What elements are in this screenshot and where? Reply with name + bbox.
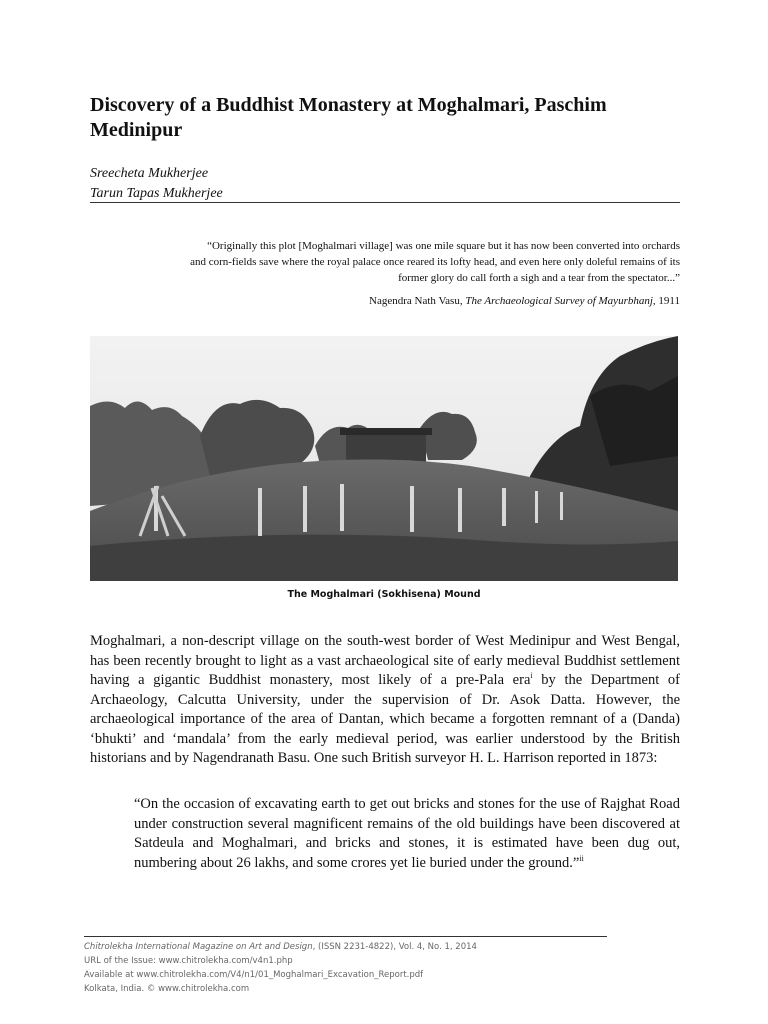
mound-photograph [90,336,678,581]
issue-url[interactable]: URL of the Issue: www.chitrolekha.com/v4n1.php [84,956,293,966]
epigraph-year: , 1911 [652,295,680,307]
epigraph-author: Nagendra Nath Vasu, [369,295,466,307]
page-footer [84,940,684,996]
magazine-name: Chitrolekha International Magazine on Art and Design [84,942,313,952]
paragraph-text: Moghalmari, a non-descript village on the south-west border of West Medinipur and West Bengal, has been recently brought to light as a vast archaeological site of early medieval Buddhist settlement having a gigantic Buddhist monastery, most likely of a pre-Pala era [90,633,680,688]
epigraph-work: The Archaeological Survey of Mayurbhanj [465,295,653,307]
paragraph-text: by the Department of Archaeology, Calcutta University, under the supervision of Dr. Asok Datta. However, the archaeological importance of the area of Dantan, which became a forgotten remnant of a (Danda) ‘bhukti’ and ‘mandala’ from the early medieval period, was earlier understood by the British historians and by Nagendranath Basu. One such British surveyor H. L. Harrison reported in 1873: [90,672,680,766]
figure-caption: The Moghalmari (Sokhisena) Mound [287,589,481,600]
block-quote [134,795,680,873]
epigraph [190,238,680,309]
pdf-url[interactable]: Available at www.chitrolekha.com/V4/n1/01_Moghalmari_Excavation_Report.pdf [84,970,424,980]
article-title: Discovery of a Buddhist Monastery at Moghalmari, Paschim Medinipur [90,94,607,141]
author-list [90,164,680,204]
footer-citation [84,940,684,954]
title-divider [90,202,680,203]
footnote-marker[interactable]: ii [579,853,584,863]
copyright-line: Kolkata, India. © www.chitrolekha.com [84,984,250,994]
issue-info: , (ISSN 2231-4822), Vol. 4, No. 1, 2014 [312,942,477,952]
footnote-marker[interactable]: i [530,671,533,681]
footer-divider [84,936,607,937]
author-name: Sreecheta Mukherjee [90,166,209,181]
epigraph-quote: “Originally this plot [Moghalmari village] was one mile square but it has now been converted into orchards and corn-fields save where the royal palace once reared its lofty head, and even here only doleful remains of its former glory do call forth a sigh and a tear from the spectator...” [190,240,680,284]
body-paragraph [90,632,680,769]
epigraph-source [190,293,680,309]
quote-text: “On the occasion of excavating earth to get out bricks and stones for the use of Rajghat Road under construction several magnificent remains of the old buildings have been discovered at Satdeula and Moghalmari, and bricks and stones, it is estimated have been dug out, numbering about 26 lakhs, and some crores yet lie buried under the ground.” [134,796,680,871]
author-name: Tarun Tapas Mukherjee [90,186,223,201]
